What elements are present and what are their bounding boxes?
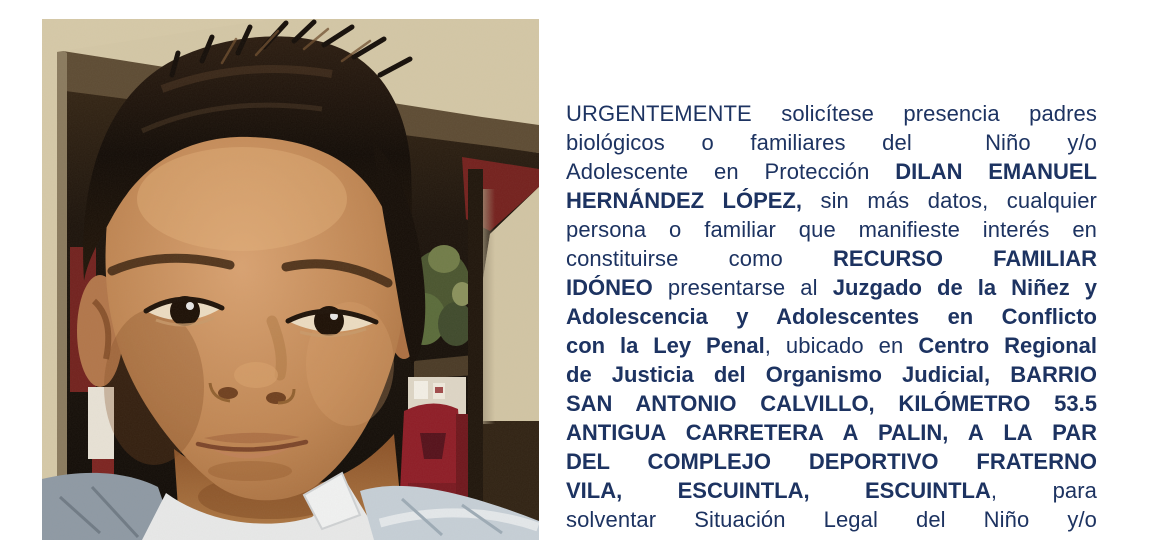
notice-segment: SAN ANTONIO CALVILLO, KILÓMETRO 53.5 [566, 391, 1097, 416]
notice-segment: URGENTEMENTE solicítese presencia padres [566, 101, 1097, 126]
notice-segment: , ubicado en [764, 333, 919, 358]
notice-line [566, 476, 1097, 505]
legal-notice-text [566, 99, 1097, 534]
notice-segment: , para [990, 478, 1097, 503]
notice-segment: Centro Regional [918, 333, 1097, 358]
notice-line [566, 157, 1097, 186]
notice-segment: Adolescente en Protección [566, 159, 896, 184]
notice-line [566, 331, 1097, 360]
notice-segment: RECURSO FAMILIAR [833, 246, 1097, 271]
notice-line [566, 360, 1097, 389]
notice-line [566, 418, 1097, 447]
notice-segment: presentarse al [652, 275, 833, 300]
notice-segment: biológicos o familiares del Niño y/o [566, 130, 1097, 155]
notice-segment: DILAN EMANUEL [895, 159, 1097, 184]
notice-segment: ANTIGUA CARRETERA A PALIN, A LA PAR [566, 420, 1097, 445]
notice-segment: sin más datos, cualquier [801, 188, 1097, 213]
notice-segment: Adolescencia y Adolescentes en Conflicto [566, 304, 1097, 329]
notice-segment: IDÓNEO [566, 275, 653, 300]
notice-line [566, 302, 1097, 331]
notice-segment: HERNÁNDEZ LÓPEZ, [566, 188, 802, 213]
notice-segment: Juzgado de la Niñez y [832, 275, 1097, 300]
notice-line [566, 186, 1097, 215]
notice-segment: persona o familiar que manifieste interés en [566, 217, 1097, 242]
notice-segment: con la Ley Penal [566, 333, 765, 358]
notice-segment: solventar Situación Legal del Niño y/o [566, 507, 1097, 532]
notice-segment: de Justicia del Organismo Judicial, BARRIO [566, 362, 1097, 387]
notice-line [566, 215, 1097, 244]
notice-line [566, 447, 1097, 476]
notice-segment: constituirse como [566, 246, 834, 271]
notice-line [566, 273, 1097, 302]
notice-segment: VILA, ESCUINTLA, ESCUINTLA [566, 478, 991, 503]
photo-grain [42, 19, 539, 540]
notice-line [566, 99, 1097, 128]
notice-line [566, 389, 1097, 418]
notice-segment: DEL COMPLEJO DEPORTIVO FRATERNO [566, 449, 1097, 474]
child-photo-illustration [42, 19, 539, 540]
child-photo [42, 19, 539, 540]
notice-line [566, 244, 1097, 273]
notice-line [566, 128, 1097, 157]
notice-line [566, 505, 1097, 534]
